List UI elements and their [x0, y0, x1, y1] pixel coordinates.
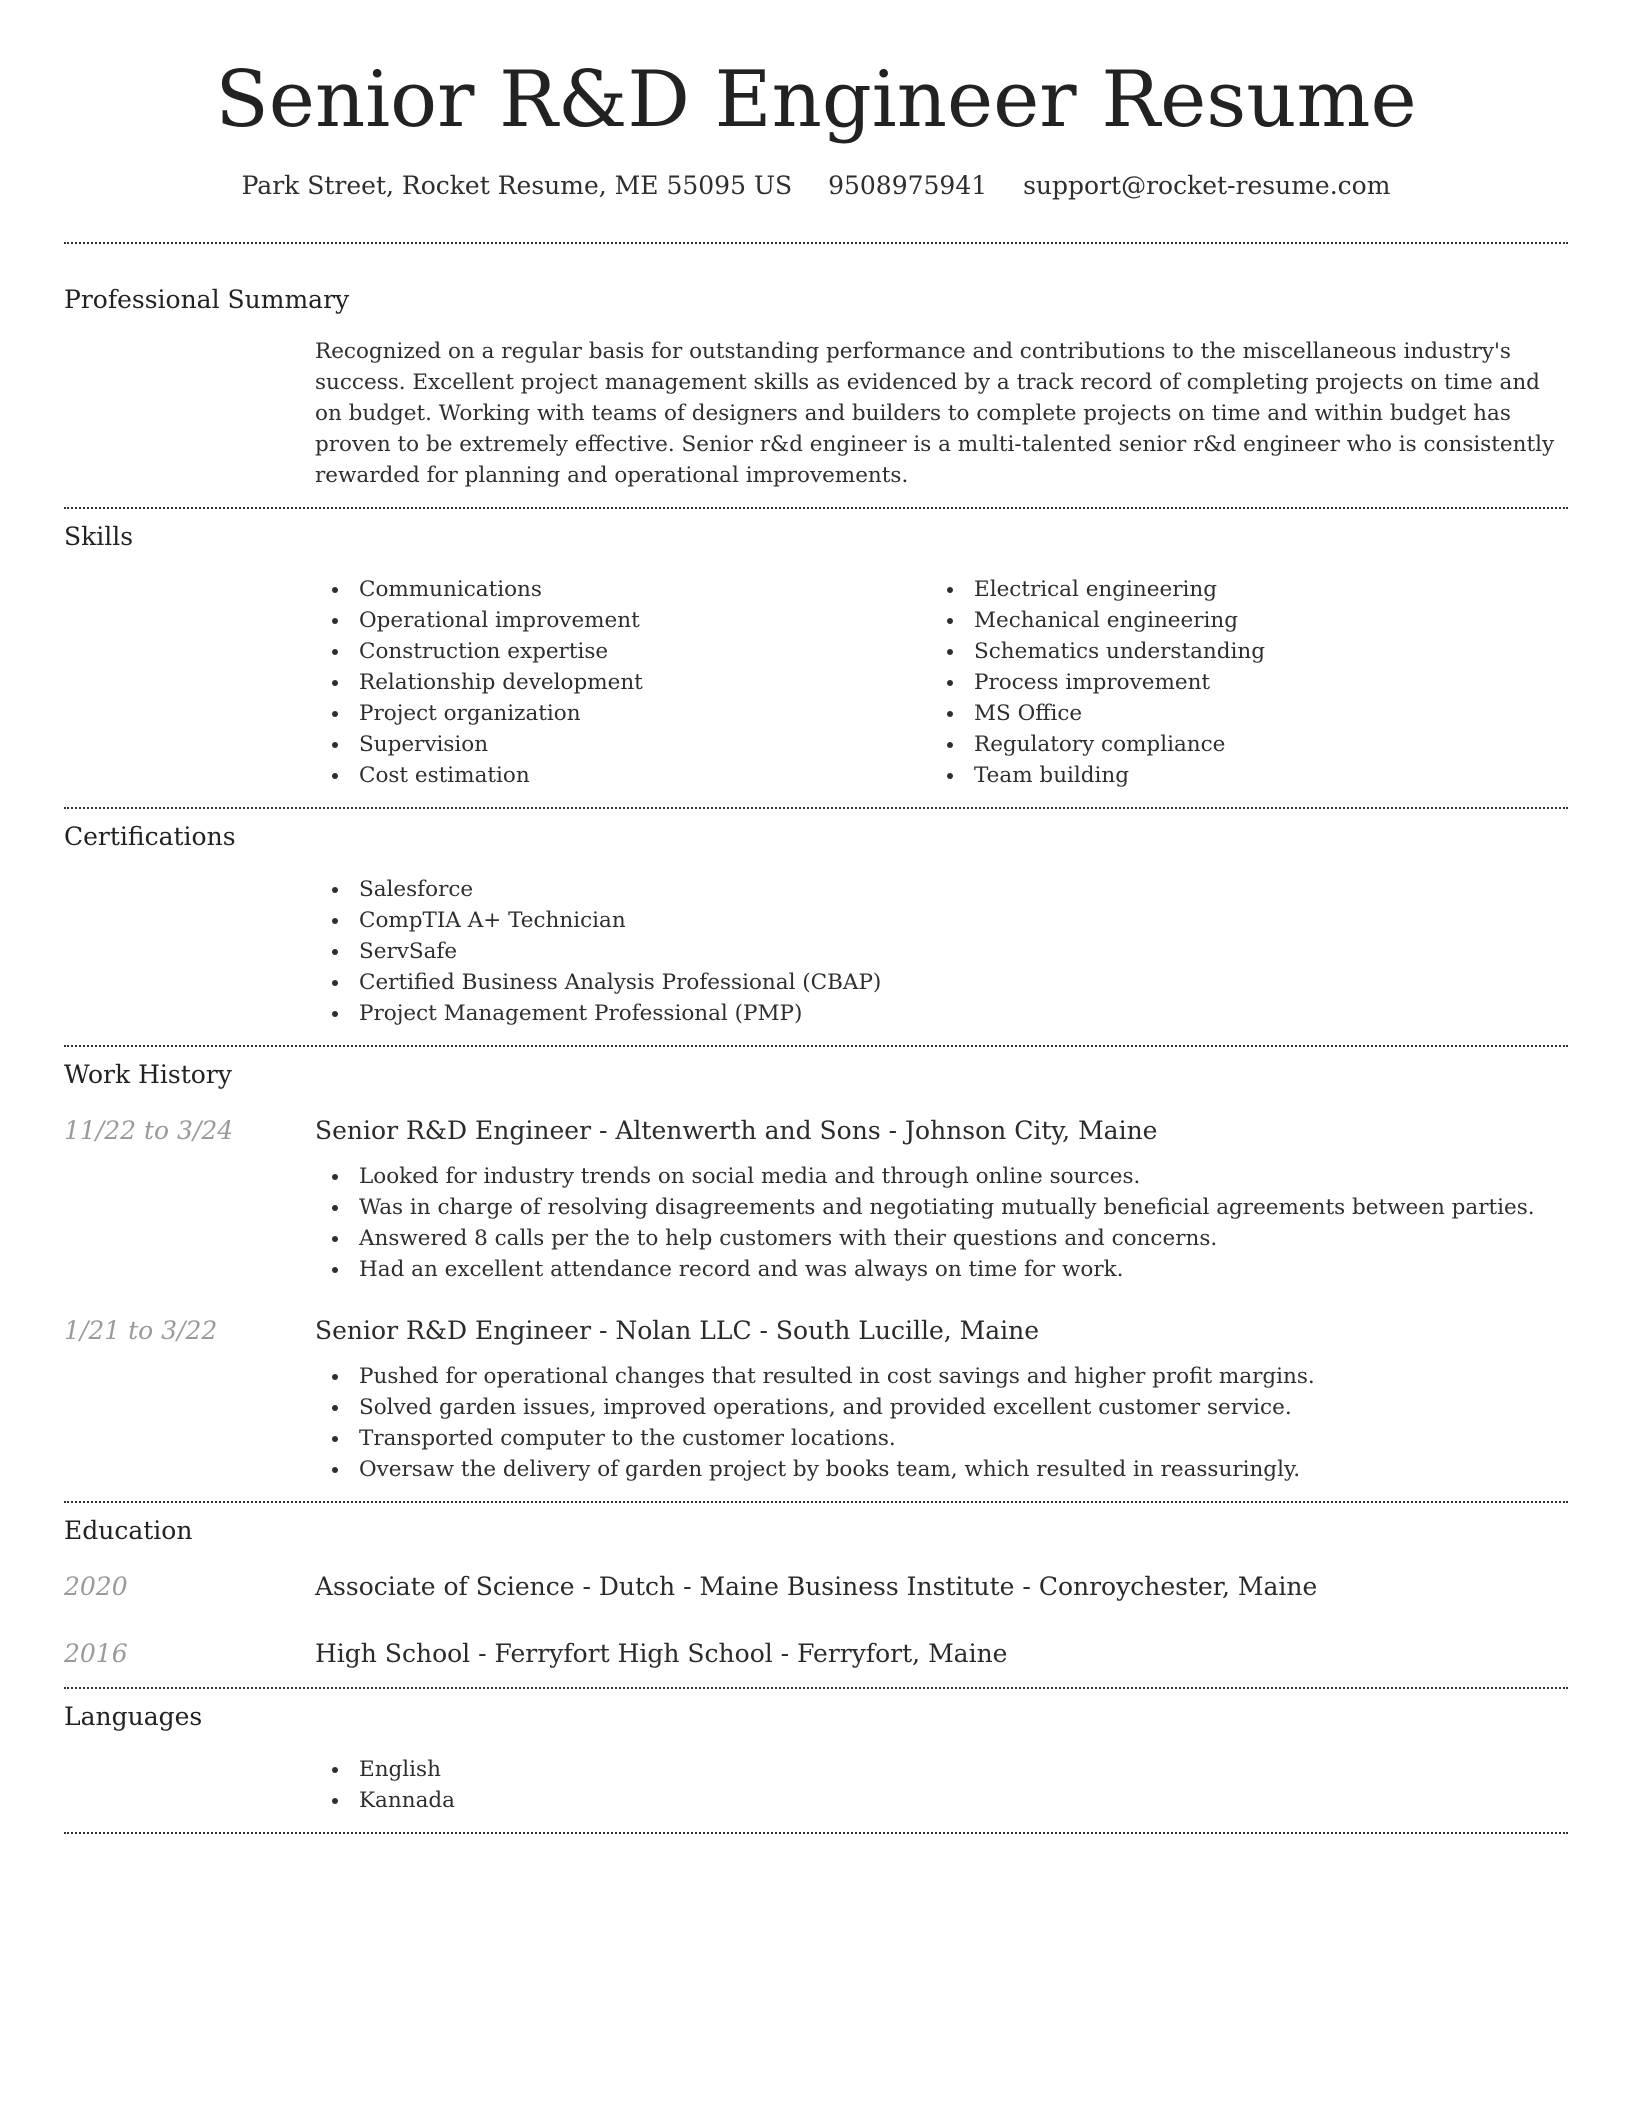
skill-item: Construction expertise — [315, 636, 930, 667]
education-year: 2020 — [64, 1572, 128, 1601]
certification-item: ServSafe — [315, 936, 1568, 967]
skill-item: Cost estimation — [315, 760, 930, 791]
summary-section — [64, 244, 1568, 491]
certification-item: Project Management Professional (PMP) — [315, 998, 1568, 1029]
skill-item: Team building — [930, 760, 1545, 791]
education-title: High School - Ferryfort High School - Ferryfort, Maine — [315, 1639, 1008, 1668]
contact-line — [64, 168, 1568, 204]
education-section — [64, 1503, 1568, 1671]
skills-list-left — [315, 574, 930, 791]
skill-item: Supervision — [315, 729, 930, 760]
certification-item: CompTIA A+ Technician — [315, 905, 1568, 936]
skill-item: Mechanical engineering — [930, 605, 1545, 636]
job-bullets — [315, 1161, 1568, 1285]
contact-phone: 9508975941 — [828, 171, 988, 200]
job-bullet: Was in charge of resolving disagreements and negotiating mutually beneficial agreements between parties. — [315, 1192, 1568, 1223]
certification-item: Salesforce — [315, 874, 1568, 905]
job-bullet: Looked for industry trends on social media and through online sources. — [315, 1161, 1568, 1192]
language-item: Kannada — [315, 1785, 1568, 1816]
certifications-list — [315, 874, 1568, 1029]
job-bullet: Transported computer to the customer locations. — [315, 1423, 1568, 1454]
section-heading-summary: Professional Summary — [64, 285, 350, 314]
job-bullets — [315, 1361, 1568, 1485]
job-title: Senior R&D Engineer - Nolan LLC - South Lucille, Maine — [315, 1316, 1040, 1345]
job-bullet: Oversaw the delivery of garden project by books team, which resulted in reassuringly. — [315, 1454, 1568, 1485]
resume-title: Senior R&D Engineer Resume — [215, 55, 1417, 145]
work-history-section — [64, 1047, 1568, 1485]
section-divider — [64, 1832, 1568, 1834]
education-entry — [64, 1570, 1568, 1604]
skill-item: Schematics understanding — [930, 636, 1545, 667]
skill-item: Communications — [315, 574, 930, 605]
job-entry — [64, 1114, 1568, 1285]
section-heading-languages: Languages — [64, 1702, 203, 1731]
skill-item: Regulatory compliance — [930, 729, 1545, 760]
section-heading-work-history: Work History — [64, 1060, 232, 1089]
skills-list-right — [930, 574, 1545, 791]
skill-item: Process improvement — [930, 667, 1545, 698]
resume-page — [64, 0, 1568, 2112]
skills-section — [64, 509, 1568, 791]
contact-address: Park Street, Rocket Resume, ME 55095 US — [241, 171, 793, 200]
languages-section — [64, 1689, 1568, 1816]
education-entry — [64, 1637, 1568, 1671]
section-heading-certifications: Certifications — [64, 822, 236, 851]
section-heading-skills: Skills — [64, 522, 134, 551]
skill-item: Operational improvement — [315, 605, 930, 636]
languages-list — [315, 1754, 1568, 1816]
job-bullet: Had an excellent attendance record and was always on time for work. — [315, 1254, 1568, 1285]
certification-item: Certified Business Analysis Professional (CBAP) — [315, 967, 1568, 998]
job-bullet: Answered 8 calls per the to help customers with their questions and concerns. — [315, 1223, 1568, 1254]
job-dates: 11/22 to 3/24 — [64, 1116, 234, 1145]
skill-item: Electrical engineering — [930, 574, 1545, 605]
job-entry — [64, 1314, 1568, 1485]
resume-header — [64, 0, 1568, 204]
education-title: Associate of Science - Dutch - Maine Business Institute - Conroychester, Maine — [315, 1572, 1318, 1601]
job-bullet: Pushed for operational changes that resulted in cost savings and higher profit margins. — [315, 1361, 1568, 1392]
job-title: Senior R&D Engineer - Altenwerth and Sons - Johnson City, Maine — [315, 1116, 1158, 1145]
job-bullet: Solved garden issues, improved operations, and provided excellent customer service. — [315, 1392, 1568, 1423]
education-year: 2016 — [64, 1639, 128, 1668]
contact-email: support@rocket-resume.com — [1023, 171, 1391, 200]
certifications-section — [64, 809, 1568, 1029]
section-heading-education: Education — [64, 1516, 193, 1545]
skill-item: MS Office — [930, 698, 1545, 729]
summary-text: Recognized on a regular basis for outstanding performance and contributions to the miscellaneous industry's success. Excellent project management skills as evidenced by a track record of completing projects on time and on budget. Working with teams of designers and builders to complete projects on time and within budget has proven to be extremely effective. Senior r&d engineer is a multi-talented senior r&d engineer who is consistently rewarded for planning and operational improvements. — [315, 339, 1555, 488]
job-dates: 1/21 to 3/22 — [64, 1316, 218, 1345]
skill-item: Relationship development — [315, 667, 930, 698]
skill-item: Project organization — [315, 698, 930, 729]
language-item: English — [315, 1754, 1568, 1785]
